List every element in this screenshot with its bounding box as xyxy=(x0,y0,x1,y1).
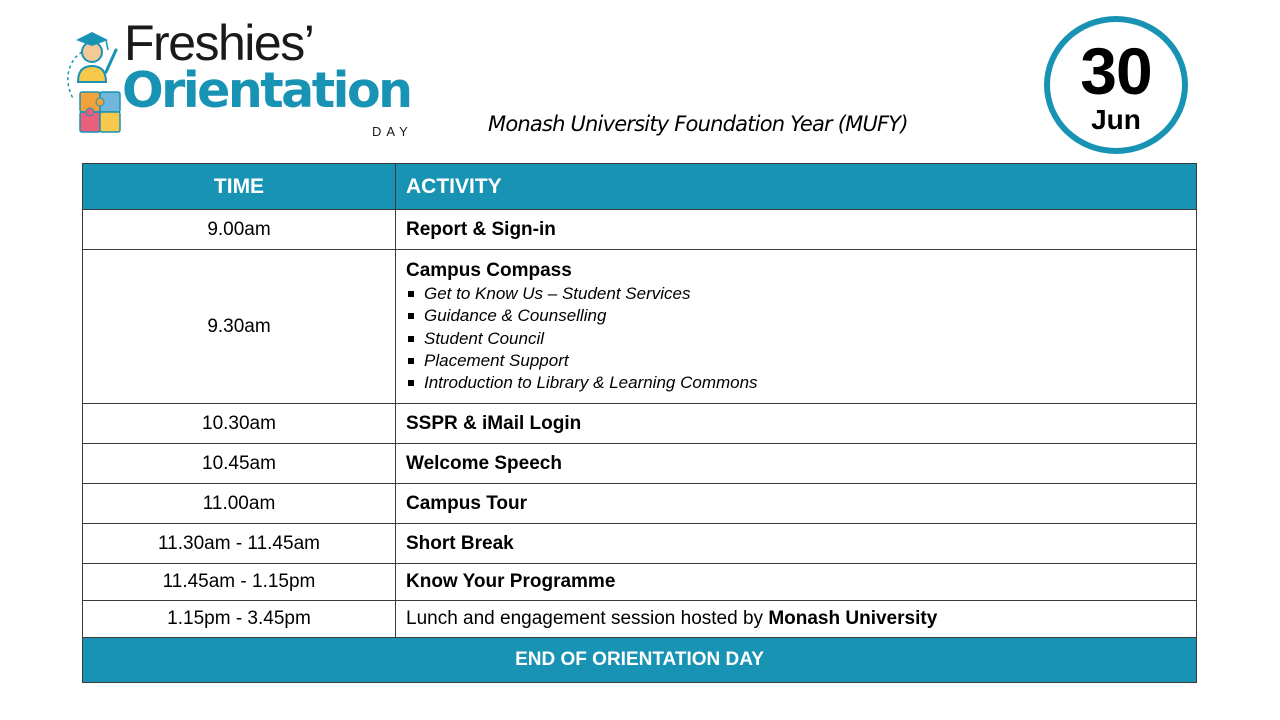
list-item: Student Council xyxy=(406,328,1186,350)
table-row xyxy=(83,444,1197,484)
row-activity-prefix: Lunch and engagement session hosted by xyxy=(406,608,769,629)
list-item: Introduction to Library & Learning Commons xyxy=(406,372,1186,394)
list-item: Placement Support xyxy=(406,350,1186,372)
row-time: 1.15pm - 3.45pm xyxy=(83,601,396,638)
date-month: Jun xyxy=(1091,104,1141,135)
row-activity: Short Break xyxy=(396,524,1197,564)
table-row xyxy=(83,210,1197,250)
row-activity-host: Monash University xyxy=(768,608,938,629)
activity-sublist xyxy=(406,283,1186,394)
date-badge xyxy=(1044,16,1188,154)
list-item: Get to Know Us – Student Services xyxy=(406,283,1186,305)
row-time: 10.45am xyxy=(83,444,396,484)
row-time: 11.30am - 11.45am xyxy=(83,524,396,564)
logo-line-freshies: Freshies’ xyxy=(124,15,314,71)
table-row xyxy=(83,484,1197,524)
row-activity: Campus Compass xyxy=(406,260,572,281)
row-activity: Report & Sign-in xyxy=(396,210,1197,250)
row-activity: SSPR & iMail Login xyxy=(396,404,1197,444)
row-activity: Know Your Programme xyxy=(396,564,1197,601)
schedule-table xyxy=(82,163,1197,683)
table-row xyxy=(83,404,1197,444)
row-activity: Campus Tour xyxy=(396,484,1197,524)
table-footer-row xyxy=(83,638,1197,683)
row-time: 11.00am xyxy=(83,484,396,524)
footer-end-of-day: END OF ORIENTATION DAY xyxy=(83,638,1197,683)
row-time: 9.00am xyxy=(83,210,396,250)
list-item: Guidance & Counselling xyxy=(406,305,1186,327)
row-time: 11.45am - 1.15pm xyxy=(83,564,396,601)
table-row xyxy=(83,524,1197,564)
row-time: 10.30am xyxy=(83,404,396,444)
logo-line-day: DAY xyxy=(372,124,413,139)
header-activity: ACTIVITY xyxy=(396,164,1197,210)
table-row xyxy=(83,250,1197,404)
table-row xyxy=(83,601,1197,638)
row-activity: Welcome Speech xyxy=(396,444,1197,484)
table-row xyxy=(83,564,1197,601)
row-activity-cell xyxy=(396,250,1197,404)
header-time: TIME xyxy=(83,164,396,210)
row-time: 9.30am xyxy=(83,250,396,404)
row-activity-cell xyxy=(396,601,1197,638)
table-header-row xyxy=(83,164,1197,210)
date-day: 30 xyxy=(1080,34,1152,108)
event-logo xyxy=(62,15,442,144)
page-subtitle: Monash University Foundation Year (MUFY) xyxy=(488,112,908,136)
logo-line-orientation: Orientation xyxy=(122,62,411,119)
